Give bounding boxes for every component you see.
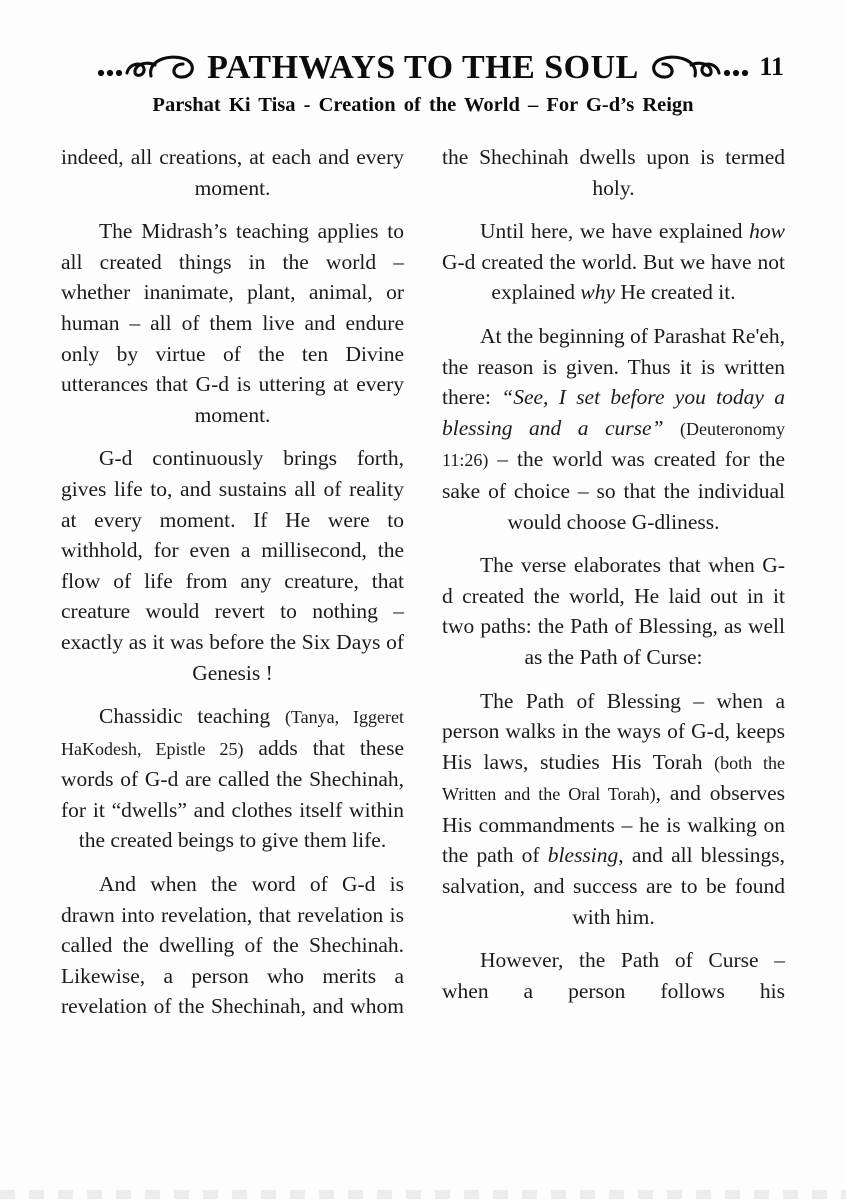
- text-run: G-d created the world. But we have not explained: [442, 249, 785, 305]
- text-run: Until here, we have explained: [480, 219, 750, 244]
- text-run: He created it.: [615, 280, 736, 305]
- text-run: “See, I set before you today a blessing and a curse”: [442, 385, 785, 440]
- text-run: blessing: [547, 843, 619, 868]
- text-run: how: [749, 219, 785, 244]
- text-run: (Deuteronomy 11:26): [442, 418, 786, 471]
- paragraph: [442, 321, 785, 537]
- text-run: indeed, all creations, at each and every moment.: [61, 145, 404, 200]
- flourish-left-icon: [95, 51, 199, 85]
- text-run: (Tanya, Iggeret HaKodesh, Epistle 25): [61, 707, 404, 759]
- paragraph: [61, 443, 404, 688]
- title-row: [0, 46, 846, 90]
- text-run: And when the word of G-d is drawn into revelation, that revelation is called the dwelling of the Shechinah. Likewise, a person who merits a revelation of the Shechinah, and whom: [61, 872, 404, 1019]
- text-run: adds that these words of G-d are called the Shechinah, for it “dwells” and clothes itself within the created beings to give them life.: [61, 735, 404, 853]
- paragraph: [61, 142, 404, 203]
- text-run: why: [580, 280, 615, 305]
- text-run: [664, 416, 681, 440]
- right-column: [442, 142, 785, 1035]
- page-title: PATHWAYS TO THE SOUL: [207, 49, 639, 86]
- paragraph: [442, 216, 785, 308]
- text-run: At the beginning of Parashat Re'eh, the reason is given. Thus it is written there:: [442, 323, 785, 410]
- cut-off-next-line-scan-artifact: [0, 1190, 846, 1199]
- paragraph: [442, 142, 785, 203]
- paragraph: [61, 869, 404, 1022]
- text-run: The verse elaborates that when G-d created the world, He laid out in it two paths: the Path of Blessing, as well as the Path of Curse:: [442, 553, 785, 669]
- text-run: The Path of Blessing – when a person walks in the ways of G-d, keeps His laws, studies His Torah: [442, 688, 785, 774]
- paragraph: [442, 550, 785, 672]
- left-column: [61, 142, 404, 1035]
- text-run: , and observes His commandments – he is walking on the path of: [442, 781, 786, 868]
- paragraph: [61, 216, 404, 430]
- text-run: Chassidic teaching: [99, 704, 285, 729]
- page-number: 11: [759, 52, 784, 81]
- flourish-right-icon: [647, 51, 751, 85]
- two-column-body: [0, 142, 846, 1035]
- paragraph: [442, 686, 785, 933]
- text-run: The Midrash’s teaching applies to all created things in the world – whether inanimate, plant, animal, or human – all of them live and endure only by virtue of the ten Divine utterances that G-d is uttering at every moment.: [61, 219, 404, 427]
- text-run: the Shechinah dwells upon is termed holy.: [442, 145, 785, 200]
- text-run: However, the Path of Curse – when a person follows his: [442, 948, 785, 1003]
- paragraph: [442, 945, 785, 1006]
- text-run: G-d continuously brings forth, gives life to, and sustains all of reality at every moment. If He were to withhold, for even a millisecond, the flow of life from any creature, that creature would revert to nothing – exactly as it was before the Six Days of Genesis !: [61, 446, 404, 685]
- text-run: , and all blessings, salvation, and success are to be found with him.: [442, 843, 785, 929]
- text-run: – the world was created for the sake of choice – so that the individual would choose G-dliness.: [442, 447, 785, 534]
- page-subtitle: Parshat Ki Tisa - Creation of the World – For G-d’s Reign: [152, 94, 694, 116]
- paragraph: [61, 701, 404, 856]
- text-run: (both the Written and the Oral Torah): [442, 752, 785, 805]
- page-header: [0, 0, 846, 117]
